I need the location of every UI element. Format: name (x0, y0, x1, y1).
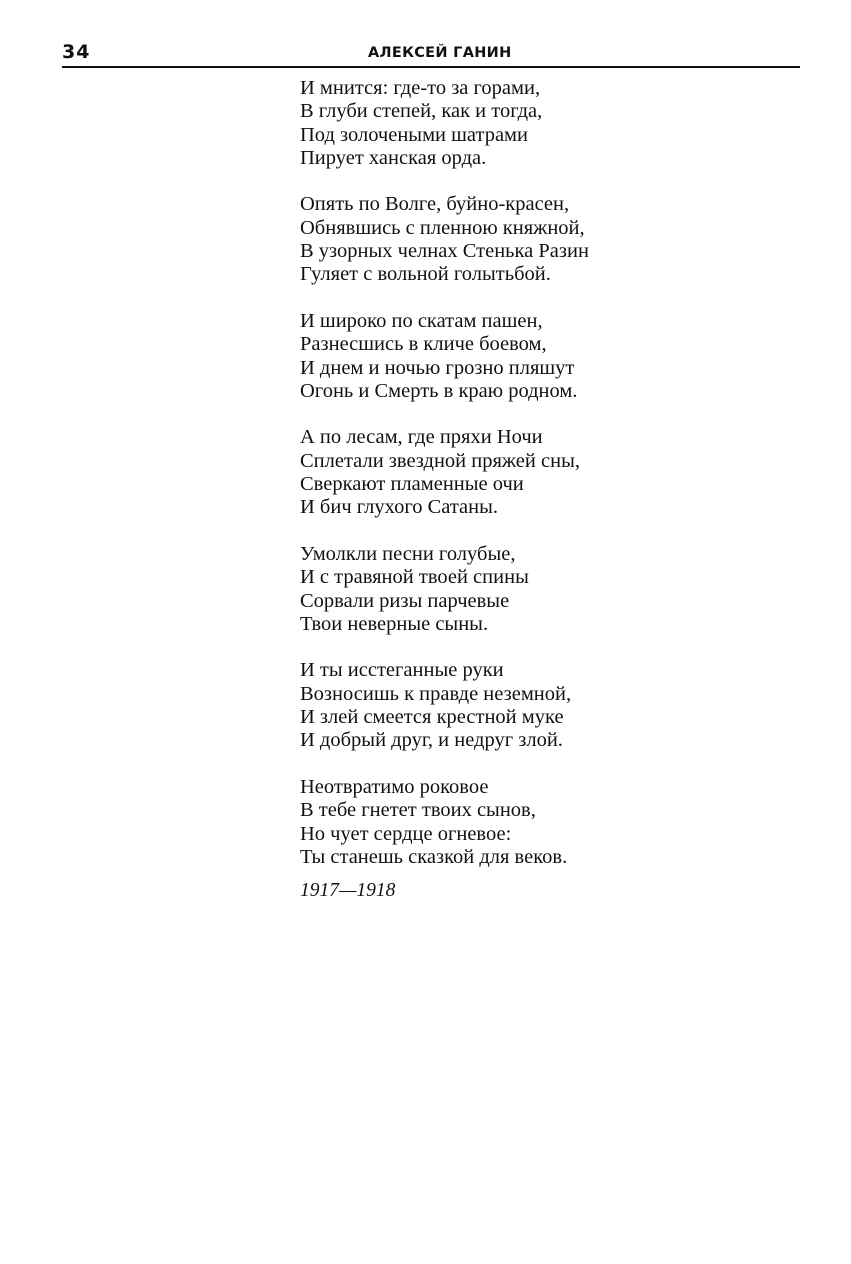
poem-line: В узорных челнах Стенька Разин (300, 240, 589, 263)
stanza-6 (300, 659, 820, 752)
poem-line: Опять по Волге, буйно-красен, (300, 193, 570, 216)
poem-line: И ты исстеганные руки (300, 659, 504, 682)
stanza-3 (300, 310, 820, 403)
stanza-5 (300, 543, 820, 636)
poem-line: А по лесам, где пряхи Ночи (300, 426, 543, 449)
poem-line: И бич глухого Сатаны. (300, 496, 499, 519)
poem-line: И с травяной твоей спины (300, 566, 529, 589)
poem-line: Пирует ханская орда. (300, 146, 487, 169)
poem-line: И добрый друг, и недруг злой. (300, 729, 563, 752)
poem-line: В тебе гнетет твоих сынов, (300, 799, 536, 822)
poem-line: Огонь и Смерть в краю родном. (300, 379, 578, 402)
poem-body (300, 77, 820, 892)
poem-line: И злей смеется крестной муке (300, 706, 564, 729)
poem-line: Под золочеными шатрами (300, 123, 529, 146)
page-number: 34 (62, 41, 91, 63)
poem-line: Твои неверные сыны. (300, 612, 489, 635)
stanza-1 (300, 77, 820, 170)
poem-line: Умолкли песни голубые, (300, 542, 516, 565)
poem-line: Разнесшись в кличе боевом, (300, 333, 547, 356)
running-head-author: АЛЕКСЕЙ ГАНИН (368, 45, 512, 61)
poem-line: Гуляет с вольной голытьбой. (300, 263, 551, 286)
poem-line: Возносишь к правде неземной, (300, 682, 572, 705)
poem-line: Неотвратимо роковое (300, 775, 489, 798)
stanza-4 (300, 426, 820, 519)
poem-line: Обнявшись с пленною княжной, (300, 216, 585, 239)
poem-line: И широко по скатам пашен, (300, 309, 543, 332)
poem-line: И мнится: где-то за горами, (300, 77, 541, 99)
poem-line: Но чует сердце огневое: (300, 822, 512, 845)
poem-date: 1917—1918 (300, 880, 396, 901)
poem-line: Сплетали звездной пряжей сны, (300, 449, 580, 472)
stanza-2 (300, 193, 820, 286)
poem-line: Сорвали ризы парчевые (300, 589, 510, 612)
poem-line: Сверкают пламенные очи (300, 473, 524, 496)
page-header (62, 40, 800, 68)
poem-line: В глуби степей, как и тогда, (300, 100, 543, 123)
poem-line: И днем и ночью грозно пляшут (300, 356, 575, 379)
poem-line: Ты станешь сказкой для веков. (300, 845, 568, 868)
stanza-7 (300, 776, 820, 869)
